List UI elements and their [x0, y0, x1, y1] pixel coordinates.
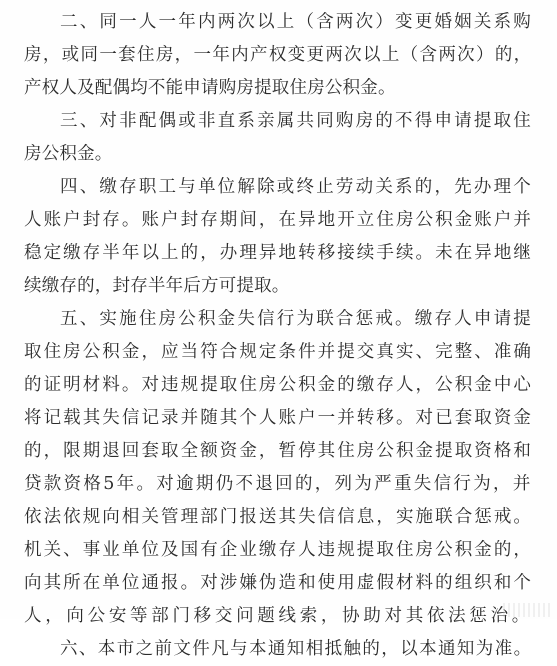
text-line: 的证明材料。对违规提取住房公积金的缴存人，公积金中心 [24, 375, 533, 395]
text-line: 六、本市之前文件凡与本通知相抵触的，以本通知为准。 [60, 639, 533, 659]
text-line: 续缴存的，封存半年后方可提取。 [24, 276, 290, 296]
text-line: 五、实施住房公积金失信行为联合惩戒。缴存人申请提 [60, 309, 533, 329]
text-line: 房，或同一套住房，一年内产权变更两次以上（含两次）的， [24, 45, 533, 65]
text-line: 二、同一人一年内两次以上（含两次）变更婚姻关系购 [60, 12, 533, 32]
watermark-mark [503, 603, 551, 617]
text-line: 向其所在单位通报。对涉嫌伪造和使用虚假材料的组织和个 [24, 573, 533, 593]
text-line: 取住房公积金，应当符合规定条件并提交真实、完整、准确 [24, 342, 533, 362]
text-line: 人，向公安等部门移交问题线索，协助对其依法惩治。 [24, 606, 533, 626]
text-line: 产权人及配偶均不能申请购房提取住房公积金。 [24, 78, 396, 98]
text-line: 依法依规向相关管理部门报送其失信信息，实施联合惩戒。 [24, 507, 533, 527]
text-line: 四、缴存职工与单位解除或终止劳动关系的，先办理个 [60, 177, 533, 197]
text-line: 的，限期退回套取全额资金，暂停其住房公积金提取资格和 [24, 441, 533, 461]
text-line: 将记载其失信记录并随其个人账户一并转移。对已套取资金 [24, 408, 533, 428]
text-line: 人账户封存。账户封存期间，在异地开立住房公积金账户并 [24, 210, 533, 230]
text-line: 贷款资格5年。对逾期仍不退回的，列为严重失信行为，并 [24, 474, 533, 494]
text-line: 三、对非配偶或非直系亲属共同购房的不得申请提取住 [60, 111, 533, 131]
text-line: 机关、事业单位及国有企业缴存人违规提取住房公积金的， [24, 540, 533, 560]
text-line: 房公积金。 [24, 144, 113, 164]
document-body [24, 6, 538, 666]
text-line: 稳定缴存半年以上的，办理异地转移接续手续。未在异地继 [24, 243, 533, 263]
